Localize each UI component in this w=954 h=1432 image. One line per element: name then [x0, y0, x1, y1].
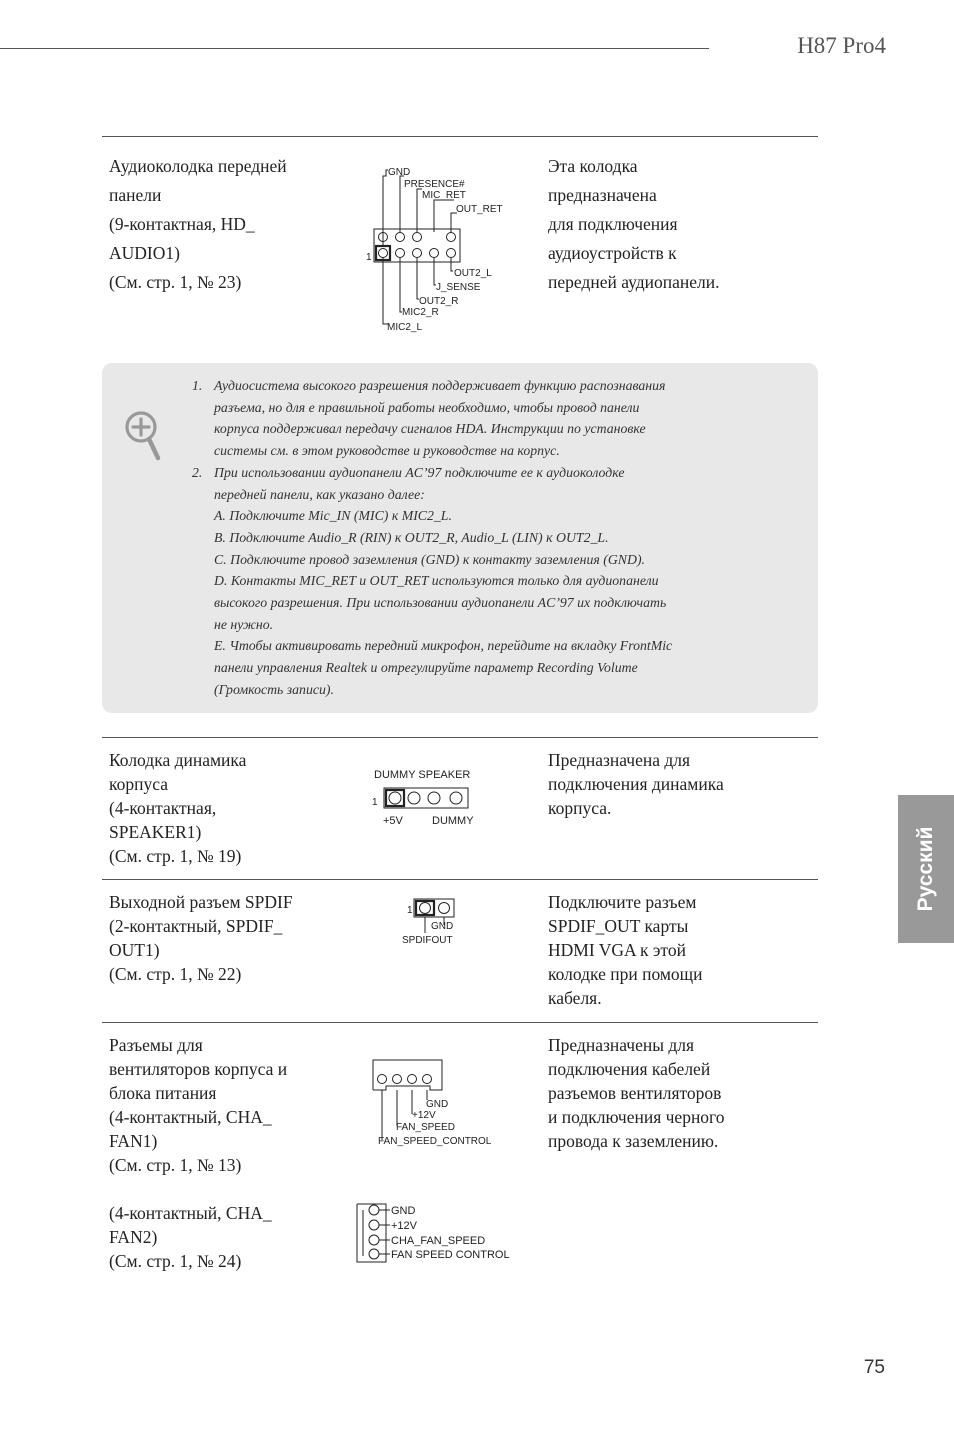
svg-text:OUT2_R: OUT2_R [419, 296, 459, 307]
magnifier-plus-icon [124, 409, 164, 463]
svg-text:+12V: +12V [412, 1110, 436, 1121]
svg-text:CHA_FAN_SPEED: CHA_FAN_SPEED [391, 1235, 486, 1247]
svg-text:GND: GND [388, 167, 411, 178]
header-rule [0, 48, 709, 49]
section-rule [102, 879, 818, 880]
section-rule [102, 737, 818, 738]
note-item-1: 1. Аудиосистема высокого разрешения поддерживает функцию распознавания разъема, но для е правильной работы необходимо, чтобы провод панели корпуса поддерживал передачу сигналов HDA. Инструкции по установке системы см. в этом руководстве и руководстве на корпус. [192, 378, 666, 459]
audio-header-diagram [362, 160, 512, 340]
svg-text:J_SENSE: J_SENSE [436, 282, 481, 293]
svg-text:1: 1 [407, 905, 413, 916]
note-item-2: 2. При использовании аудиопанели AC’97 подключите ее к аудиоколодке передней панели, как указано далее: A. Подключите Mic_IN (MIC) к MIC2_L. B. Подключите Audio_R (RIN) к OUT2_R, Audio_L (LIN) к OUT2_L. C. Подключите провод заземления (GND) к контакту заземления (GND). D. Контакты MIC_RET и OUT_RET используются только для аудиопанели высокого разрешения. При использовании аудиопанели AC’97 их подключать не нужно. E. Чтобы активировать передний микрофон, перейдите на вкладку FrontMic панели управления Realtek и отрегулируйте параметр Recording Volume (Громкость записи). [192, 464, 673, 697]
svg-text:+5V: +5V [383, 815, 403, 827]
cha-fan1-header-diagram [370, 1056, 505, 1148]
audio-description: Аудиоколодка передней панели (9-контактная, HD_ AUDIO1) (См. стр. 1, № 23) [109, 156, 287, 292]
svg-text:GND: GND [431, 921, 454, 932]
model-name: H87 Pro4 [797, 33, 886, 58]
svg-text:SPDIFOUT: SPDIFOUT [402, 935, 453, 946]
spdif-header-diagram [400, 895, 480, 951]
cha-fan2-header-diagram [354, 1200, 524, 1266]
page-number: 75 [863, 1357, 885, 1378]
spdif-description: Выходной разъем SPDIF (2-контактный, SPDIF_ OUT1) (См. стр. 1, № 22) [109, 892, 293, 984]
svg-text:FAN SPEED CONTROL: FAN SPEED CONTROL [391, 1249, 510, 1261]
spdif-function: Подключите разъем SPDIF_OUT карты HDMI VGA к этой колодке при помощи кабеля. [548, 892, 703, 1008]
svg-text:DUMMY: DUMMY [432, 815, 474, 827]
svg-text:GND: GND [391, 1205, 416, 1217]
svg-text:1: 1 [372, 797, 378, 808]
fan-description: Разъемы для вентиляторов корпуса и блока питания (4-контактный, CHA_ FAN1) (См. стр. 1, № 13) (4-контактный, CHA_ FAN2) (См. стр. 1, № 24) [109, 1035, 288, 1271]
svg-text:FAN_SPEED: FAN_SPEED [396, 1122, 455, 1133]
svg-text:OUT_RET: OUT_RET [456, 204, 503, 215]
svg-text:PRESENCE#: PRESENCE# [404, 179, 465, 190]
section-rule [102, 136, 818, 137]
svg-text:GND: GND [426, 1099, 449, 1110]
speaker-header-diagram [368, 762, 498, 832]
svg-text:MIC2_L: MIC2_L [387, 322, 423, 333]
svg-text:FAN_SPEED_CONTROL: FAN_SPEED_CONTROL [378, 1136, 492, 1147]
svg-text:MIC2_R: MIC2_R [402, 307, 439, 318]
section-rule [102, 1022, 818, 1023]
note-box [102, 363, 818, 713]
svg-text:DUMMY SPEAKER: DUMMY SPEAKER [374, 769, 471, 781]
svg-text:1: 1 [366, 252, 372, 263]
note-list [192, 375, 762, 701]
speaker-function: Предназначена для подключения динамика корпуса. [548, 750, 724, 818]
svg-text:+12V: +12V [391, 1220, 417, 1232]
speaker-description: Колодка динамика корпуса (4-контактная, SPEAKER1) (См. стр. 1, № 19) [109, 750, 247, 866]
svg-text:OUT2_L: OUT2_L [454, 268, 492, 279]
audio-function: Эта колодка предназначена для подключения аудиоустройств к передней аудиопанели. [548, 156, 720, 292]
svg-text:MIC_RET: MIC_RET [422, 190, 466, 201]
language-tab: Русский [898, 795, 954, 943]
fan-function: Предназначены для подключения кабелей разъемов вентиляторов и подключения черного провода к заземлению. [548, 1035, 725, 1151]
